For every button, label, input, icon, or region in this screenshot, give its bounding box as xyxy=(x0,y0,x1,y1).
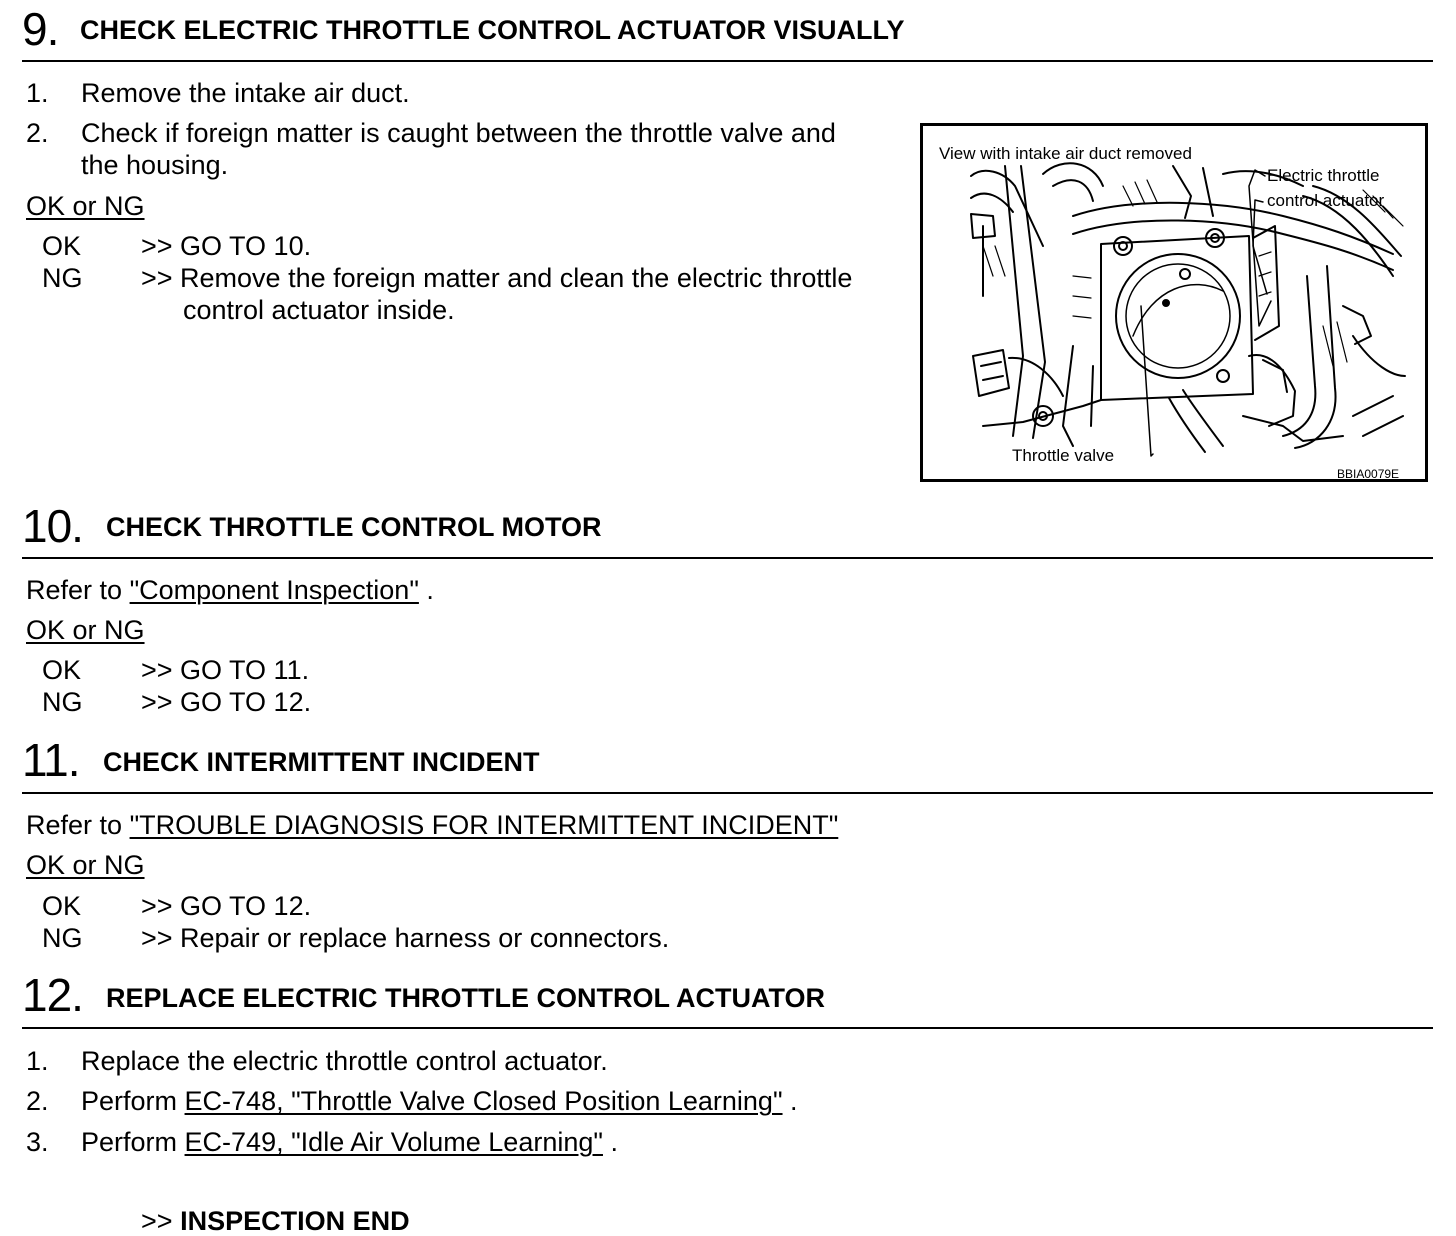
step-11-ok-text: >> GO TO 12. xyxy=(141,891,312,921)
step-12-item-3-number: 3. xyxy=(26,1127,49,1157)
step-11-ng-text: >> Repair or replace harness or connectors. xyxy=(141,923,670,953)
trouble-diagnosis-link[interactable]: "TROUBLE DIAGNOSIS FOR INTERMITTENT INCIDENT" xyxy=(129,810,839,840)
step-10-divider xyxy=(22,557,1433,559)
figure-code: BBIA0079E xyxy=(1337,467,1400,481)
idle-air-volume-learning-link[interactable]: EC-749, "Idle Air Volume Learning" xyxy=(184,1127,603,1157)
figure-label-actuator-line1: Electric throttle xyxy=(1267,166,1380,185)
step-10-refer-prefix: Refer to xyxy=(26,575,123,605)
step-11-divider xyxy=(22,792,1433,794)
step-9-item-1-number: 1. xyxy=(26,78,49,108)
step-9-item-2-text-line1: Check if foreign matter is caught between the throttle valve and xyxy=(81,118,836,148)
step-10-title: CHECK THROTTLE CONTROL MOTOR xyxy=(106,512,602,542)
step-10-ok-label: OK xyxy=(42,655,82,685)
step-9-ng-label: NG xyxy=(42,263,83,293)
throttle-valve-learning-link[interactable]: EC-748, "Throttle Valve Closed Position Learning" xyxy=(184,1086,783,1116)
step-12-item-2-number: 2. xyxy=(26,1086,49,1116)
step-10-ng-text: >> GO TO 12. xyxy=(141,687,312,717)
inspection-end-text: INSPECTION END xyxy=(180,1206,410,1236)
step-11-number: 11. xyxy=(22,734,80,786)
step-9-divider xyxy=(22,60,1433,62)
step-9-ok-text: >> GO TO 10. xyxy=(141,231,312,261)
inspection-end-prefix: >> xyxy=(141,1206,173,1236)
step-9-item-1-text: Remove the intake air duct. xyxy=(81,78,410,108)
step-9-ok-ng-label: OK or NG xyxy=(26,191,145,221)
step-9-item-2-text-line2: the housing. xyxy=(81,150,229,180)
step-12-title: REPLACE ELECTRIC THROTTLE CONTROL ACTUATOR xyxy=(106,983,825,1013)
step-12-item-2-suffix: . xyxy=(790,1086,798,1116)
step-12-item-3-prefix: Perform xyxy=(81,1127,178,1157)
figure-caption: View with intake air duct removed xyxy=(939,144,1192,163)
step-11-refer-line xyxy=(26,812,838,839)
component-inspection-link[interactable]: "Component Inspection" xyxy=(129,575,419,605)
step-10-ng-label: NG xyxy=(42,687,83,717)
step-9-number: 9. xyxy=(22,3,59,55)
step-12-item-3-suffix: . xyxy=(610,1127,618,1157)
figure-label-actuator-line2: control actuator xyxy=(1267,191,1385,210)
step-10-refer-suffix: . xyxy=(426,575,434,605)
inspection-end xyxy=(141,1208,410,1235)
step-9-ok-label: OK xyxy=(42,231,82,261)
step-11-title: CHECK INTERMITTENT INCIDENT xyxy=(103,747,540,777)
step-11-ng-label: NG xyxy=(42,923,83,953)
step-11-refer-prefix: Refer to xyxy=(26,810,123,840)
step-10-refer-line xyxy=(26,577,434,604)
step-12-item-3-line xyxy=(81,1129,618,1156)
step-10-ok-text: >> GO TO 11. xyxy=(141,655,310,685)
figure-label-throttle-valve: Throttle valve xyxy=(1012,446,1115,465)
step-11-ok-ng-label: OK or NG xyxy=(26,850,145,880)
step-9-ng-text-line2: control actuator inside. xyxy=(183,295,455,325)
step-12-divider xyxy=(22,1027,1433,1029)
step-12-item-2-line xyxy=(81,1088,798,1115)
step-12-item-2-prefix: Perform xyxy=(81,1086,178,1116)
step-12-item-1-text: Replace the electric throttle control actuator. xyxy=(81,1046,608,1076)
step-11-ok-label: OK xyxy=(42,891,82,921)
step-9-item-2-number: 2. xyxy=(26,118,49,148)
step-9-ng-text-line1: >> Remove the foreign matter and clean the electric throttle xyxy=(141,263,853,293)
step-10-ok-ng-label: OK or NG xyxy=(26,615,145,645)
step-9-title: CHECK ELECTRIC THROTTLE CONTROL ACTUATOR VISUALLY xyxy=(80,15,905,45)
throttle-body-drawing-icon xyxy=(923,126,1425,479)
step-12-item-1-number: 1. xyxy=(26,1046,49,1076)
step-12-number: 12. xyxy=(22,969,83,1021)
throttle-figure xyxy=(920,123,1428,482)
step-10-number: 10. xyxy=(22,500,83,552)
